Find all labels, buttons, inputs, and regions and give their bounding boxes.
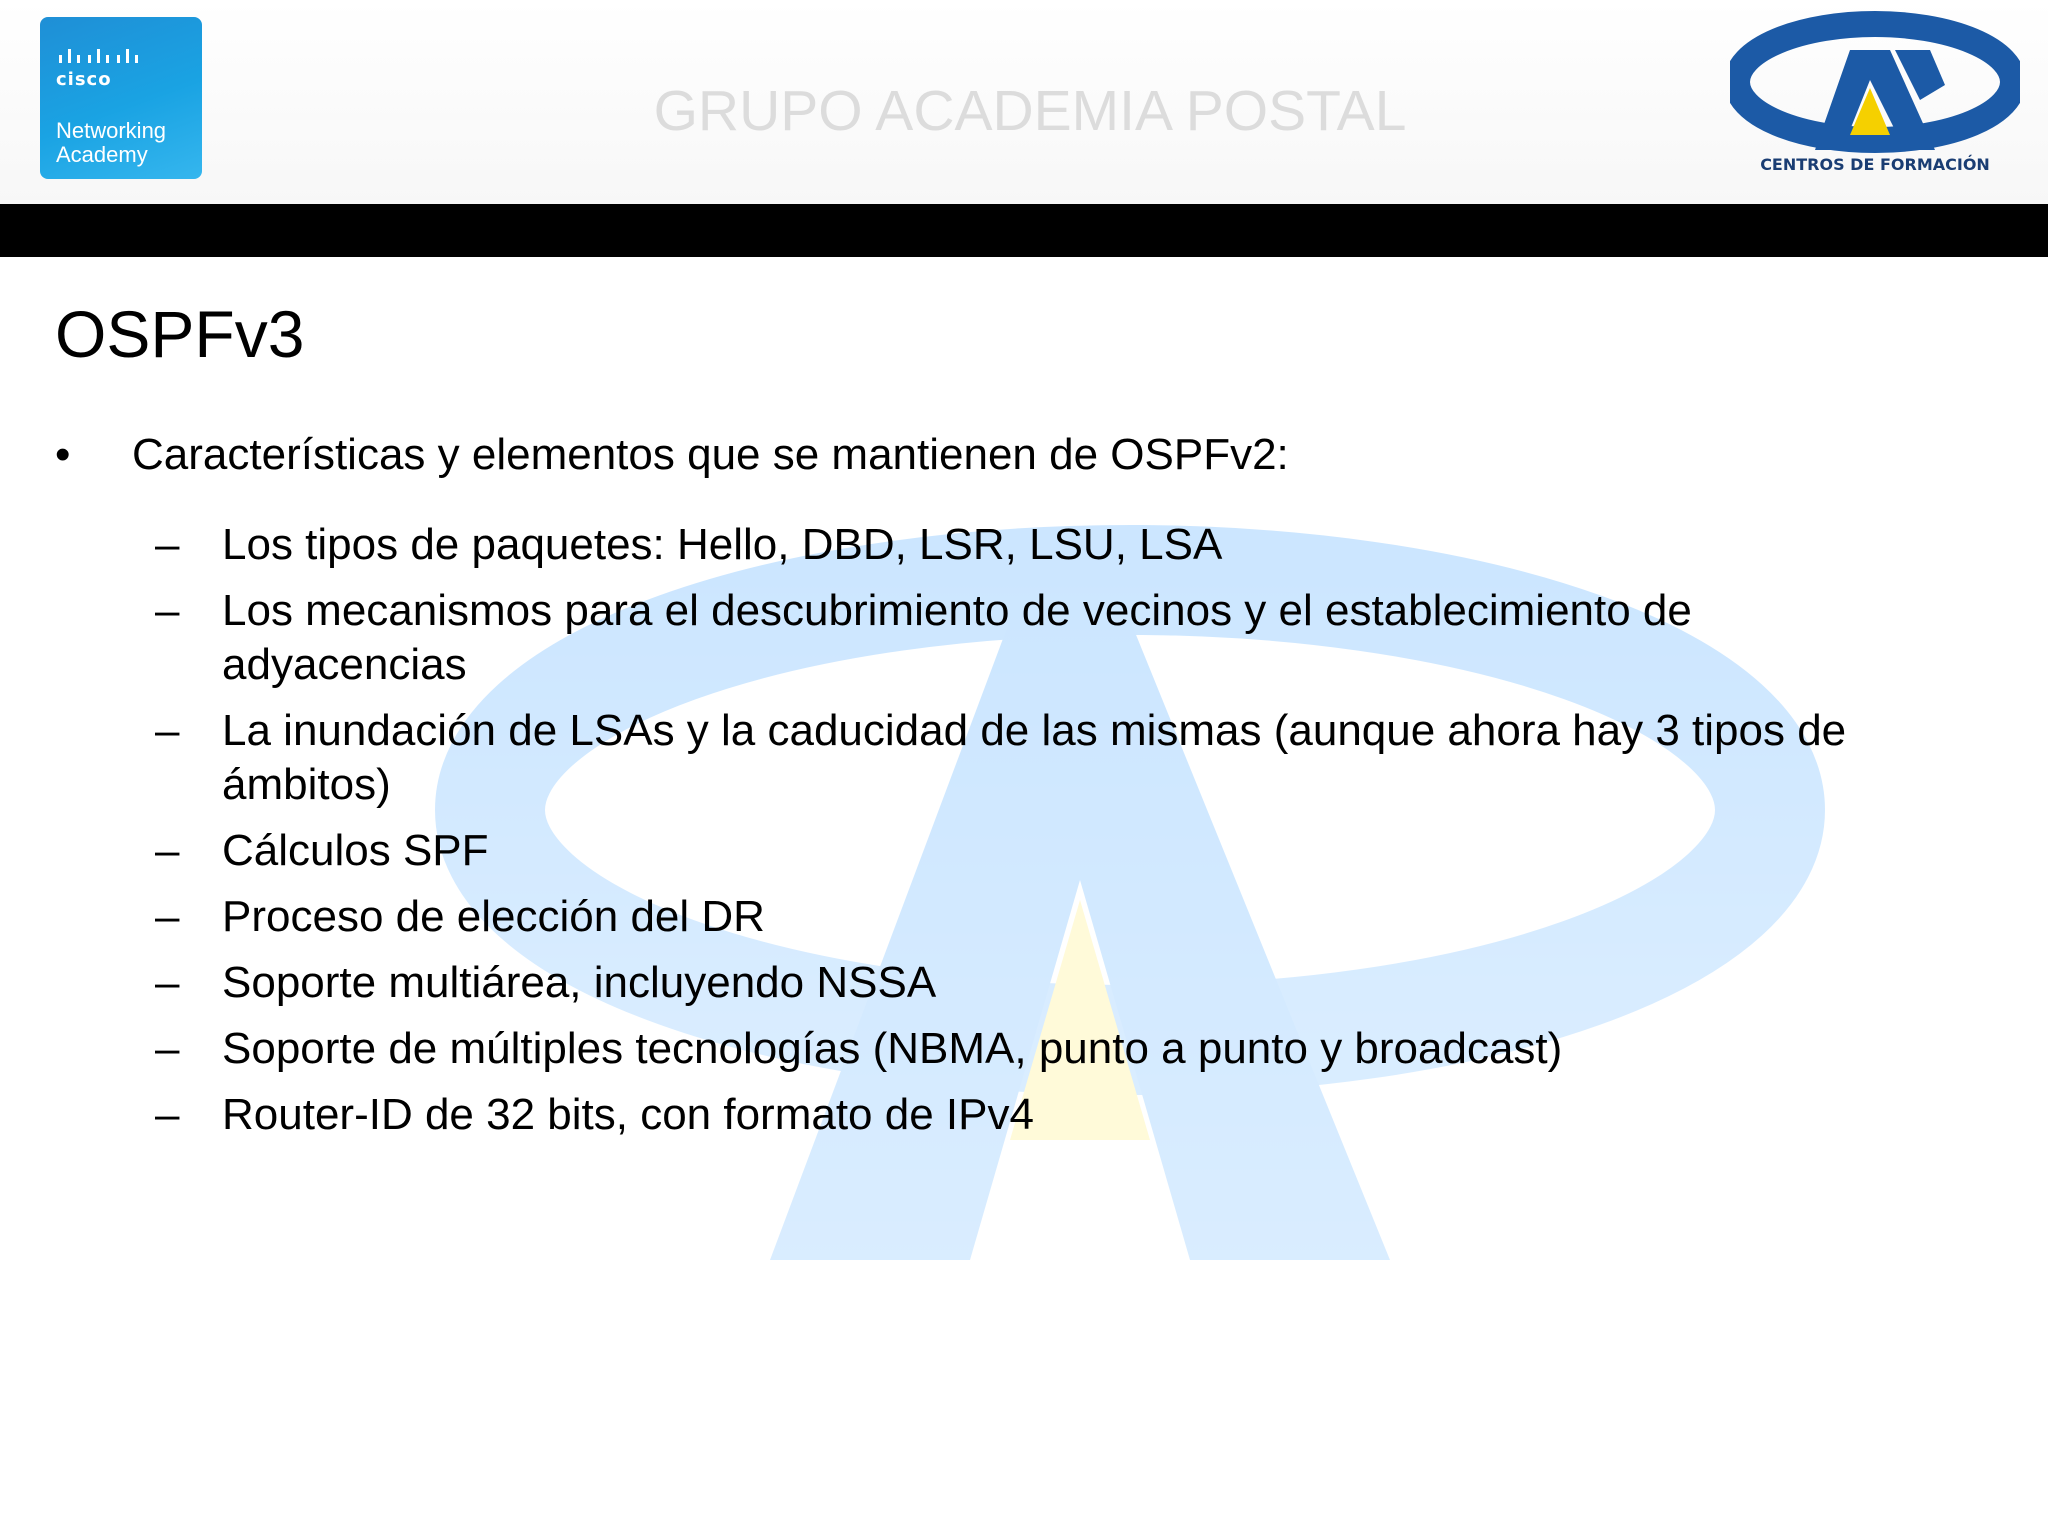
sub-item-line: Soporte multiárea, incluyendo NSSA [222,958,937,1007]
cisco-networking-academy-logo [40,17,202,179]
header-divider-band [0,204,2048,257]
sub-item-line: Proceso de elección del DR [222,892,765,941]
sub-item-text [222,1022,2022,1076]
sub-item-text [222,518,2022,572]
sub-item-line: Router-ID de 32 bits, con formato de IPv4 [222,1090,1034,1139]
sub-item-line: Los mecanismos para el descubrimiento de vecinos y el establecimiento de [222,586,1692,635]
sub-item-line: Los tipos de paquetes: Hello, DBD, LSR, LSU, LSA [222,520,1223,569]
dash-marker: – [155,958,180,1007]
dash-marker: – [155,706,180,755]
slide-header [0,0,2048,204]
sub-item-text [222,704,2022,812]
dash-marker: – [155,586,180,635]
slide-title: OSPFv3 [55,297,305,371]
networking-label: Networking [56,118,167,143]
dash-marker: – [155,892,180,941]
sub-item-text [222,824,2022,878]
centros-de-formacion-caption: CENTROS DE FORMACIÓN [1760,155,1990,174]
academia-postal-logo [1730,10,2020,185]
dash-marker: – [155,1090,180,1139]
networking-academy-label [56,119,166,167]
sub-item-text [222,584,2022,692]
sub-item-text [222,1088,2022,1142]
dash-marker: – [155,520,180,569]
dash-marker: – [155,826,180,875]
sub-item-text [222,956,2022,1010]
sub-item-line: Cálculos SPF [222,826,489,875]
academy-label: Academy [56,142,148,167]
cisco-wordmark: cisco [56,69,112,90]
sub-item-line: Soporte de múltiples tecnologías (NBMA, punto a punto y broadcast) [222,1024,1563,1073]
sub-item-line: ámbitos) [222,760,391,809]
bullet-marker: • [55,430,71,479]
cisco-bars-icon [57,33,177,73]
sub-item-line: adyacencias [222,640,467,689]
sub-item-line: La inundación de LSAs y la caducidad de las mismas (aunque ahora hay 3 tipos de [222,706,1847,755]
header-title: GRUPO ACADEMIA POSTAL [653,79,1407,143]
bullet-text: Características y elementos que se mantienen de OSPFv2: [132,430,1289,479]
dash-marker: – [155,1024,180,1073]
sub-item-text [222,890,2022,944]
